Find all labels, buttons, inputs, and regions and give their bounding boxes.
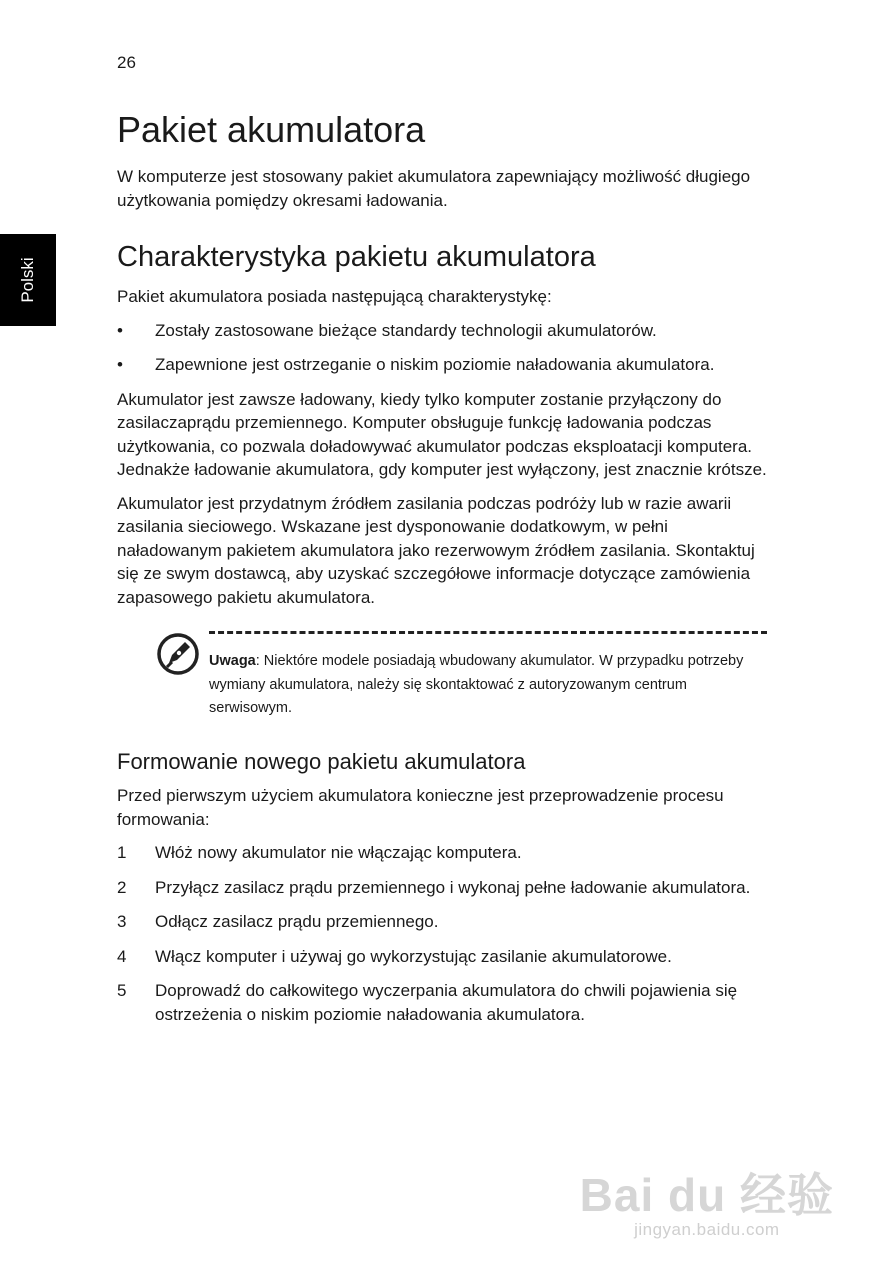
- note-label: Uwaga: [209, 653, 256, 669]
- list-item: [117, 319, 767, 343]
- page-content: [117, 108, 767, 1037]
- step-text: Doprowadź do całkowitego wyczerpania akumulatora do chwili pojawienia się ostrzeżenia o niskim poziomie naładowania akumulatora.: [155, 981, 738, 1024]
- language-side-tab-label: Polski: [18, 257, 37, 303]
- step-text: Odłącz zasilacz prądu przemiennego.: [155, 912, 439, 931]
- page-title: Pakiet akumulatora: [117, 109, 426, 150]
- note-box: [117, 631, 767, 721]
- list-item: [117, 945, 767, 969]
- list-item-text: Zapewnione jest ostrzeganie o niskim poziomie naładowania akumulatora.: [155, 355, 715, 374]
- step-number: 3: [117, 912, 127, 931]
- step-text: Włóż nowy akumulator nie włączając komputera.: [155, 843, 522, 862]
- formation-lead: Przed pierwszym użyciem akumulatora konieczne jest przeprowadzenie procesu formowania:: [117, 786, 724, 829]
- step-text: Przyłącz zasilacz prądu przemiennego i wykonaj pełne ładowanie akumulatora.: [155, 877, 751, 897]
- charging-paragraph: Akumulator jest zawsze ładowany, kiedy tylko komputer zostanie przyłączony do zasilaczaprądu przemiennego. Komputer obsługuje funkcję ładowania podczas użytkowania, co pozwala doładowywać akumulator podczas eksploatacji komputera. Jednakże ładowanie akumulatora, gdy komputer jest wyłączony, jest znacznie krótsze.: [117, 389, 767, 479]
- note-pen-icon: [155, 631, 201, 677]
- note-text: [209, 650, 767, 721]
- note-dashed-rule: [209, 631, 767, 634]
- section-heading-characteristics: Charakterystyka pakietu akumulatora: [117, 241, 596, 273]
- formation-steps: [117, 841, 767, 1026]
- section-heading-formation: Formowanie nowego pakietu akumulatora: [117, 749, 526, 774]
- characteristics-list: [117, 319, 767, 377]
- spare-battery-paragraph: Akumulator jest przydatnym źródłem zasilania podczas podróży lub w razie awarii zasilania sieciowego. Wskazane jest dysponowanie dodatkowym, w pełni naładowanym pakietem akumulatora jako rezerwowym źródłem zasilania. Skontaktuj się ze swym dostawcą, aby uzyskać szczegółowe informacje dotyczące zamówienia zapasowego pakietu akumulatora.: [117, 493, 755, 607]
- list-item: [117, 876, 767, 900]
- list-item: [117, 979, 767, 1026]
- page-number: 26: [117, 53, 136, 72]
- note-body: : Niektóre modele posiadają wbudowany akumulator. W przypadku potrzeby wymiany akumulatora, należy się skontaktować z autoryzowanym centrum serwisowym.: [209, 653, 744, 716]
- step-text: Włącz komputer i używaj go wykorzystując zasilanie akumulatorowe.: [155, 946, 672, 966]
- language-side-tab: [0, 234, 56, 326]
- list-item-text: Zostały zastosowane bieżące standardy technologii akumulatorów.: [155, 320, 657, 340]
- watermark-url: jingyan.baidu.com: [634, 1220, 780, 1239]
- step-number: 4: [117, 946, 127, 966]
- list-item: [117, 841, 767, 865]
- step-number: 2: [117, 877, 127, 897]
- step-number: 5: [117, 981, 127, 1000]
- watermark-logo: Bai du 经验: [579, 1169, 834, 1221]
- step-number: 1: [117, 843, 127, 862]
- list-item: [117, 353, 767, 377]
- bullet-marker: •: [117, 355, 123, 374]
- bullet-marker: •: [117, 320, 123, 340]
- baidu-watermark: [580, 1170, 834, 1240]
- intro-paragraph: W komputerze jest stosowany pakiet akumulatora zapewniający możliwość długiego użytkowania pomiędzy okresami ładowania.: [117, 167, 751, 210]
- list-item: [117, 910, 767, 934]
- characteristics-lead: Pakiet akumulatora posiada następującą charakterystykę:: [117, 287, 552, 306]
